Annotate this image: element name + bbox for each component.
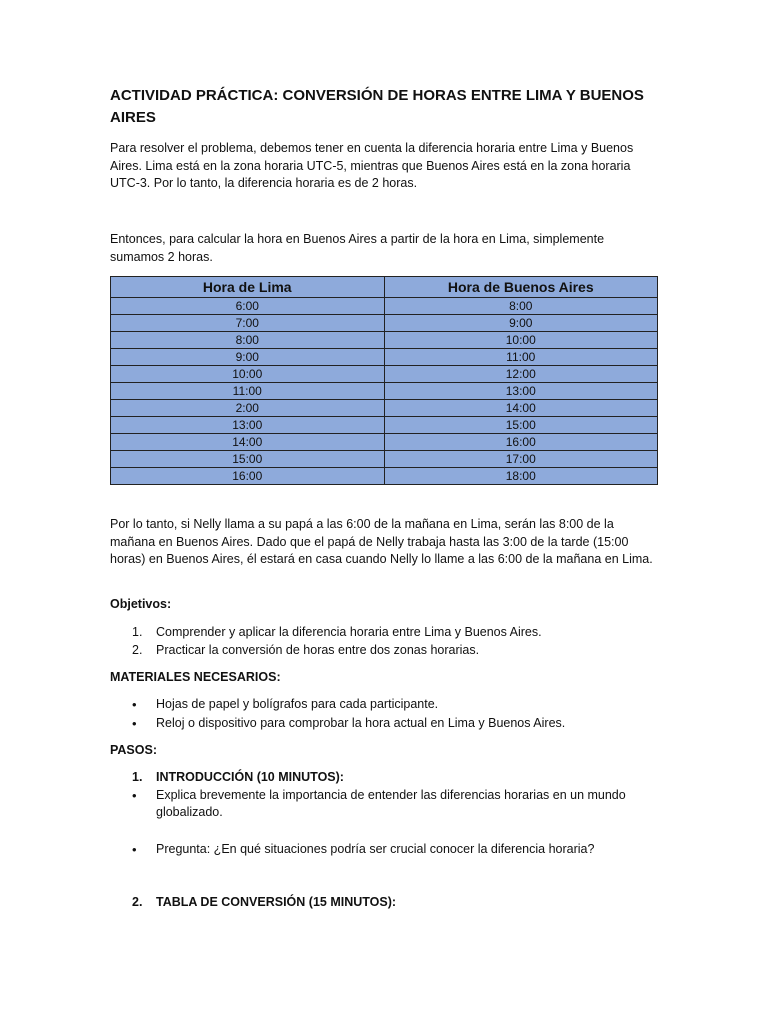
table-row: [111, 383, 658, 400]
list-item-text: Practicar la conversión de horas entre dos zonas horarias.: [156, 642, 480, 657]
list-item: [110, 696, 658, 714]
ba-time-cell: 11:00: [384, 349, 658, 366]
conclusion-paragraph: Por lo tanto, si Nelly llama a su papá a las 6:00 de la mañana en Lima, serán las 8:00 de la mañana en Buenos Aires. Dado que el papá de Nelly trabaja hasta las 3:00 de la tarde (15:00 horas) en Buenos Aires, él estará en casa cuando Nelly lo llame a las 6:00 de la mañana en Lima.: [110, 517, 653, 566]
ba-time-cell: 13:00: [384, 383, 658, 400]
list-item-text: Hojas de papel y bolígrafos para cada participante.: [156, 697, 439, 711]
table-row: [111, 366, 658, 383]
ba-time-cell: 17:00: [384, 451, 658, 468]
calc-paragraph: Entonces, para calcular la hora en Buenos Aires a partir de la hora en Lima, simplemente sumamos 2 horas.: [110, 232, 605, 264]
materiales-heading: MATERIALES NECESARIOS:: [110, 670, 281, 684]
ba-time-cell: 8:00: [384, 298, 658, 315]
bullet-icon: •: [132, 787, 137, 803]
materiales-list: [110, 696, 658, 732]
step-number: 2.: [132, 895, 143, 909]
step-title: INTRODUCCIÓN (10 MINUTOS):: [156, 770, 344, 784]
lima-time-cell: 7:00: [111, 315, 385, 332]
table-header-row: [111, 277, 658, 298]
table-row: [111, 349, 658, 366]
ba-time-cell: 14:00: [384, 400, 658, 417]
header-buenos-aires: Hora de Buenos Aires: [384, 277, 658, 298]
table-row: [111, 400, 658, 417]
pasos-list: [110, 769, 658, 822]
intro-paragraph: Para resolver el problema, debemos tener en cuenta la diferencia horaria entre Lima y Buenos Aires. Lima está en la zona horaria UTC-5, mientras que Buenos Aires está en la zona horaria UTC-3. Por lo tanto, la diferencia horaria es de 2 horas.: [110, 141, 634, 190]
step-item: [110, 894, 658, 912]
ba-time-cell: 15:00: [384, 417, 658, 434]
step-title: TABLA DE CONVERSIÓN (15 MINUTOS):: [156, 895, 397, 909]
list-item: [110, 642, 658, 660]
list-item: [110, 841, 658, 859]
table-row: [111, 417, 658, 434]
bullet-icon: •: [132, 715, 137, 731]
ba-time-cell: 10:00: [384, 332, 658, 349]
lima-time-cell: 8:00: [111, 332, 385, 349]
pasos-step2-list: [110, 894, 658, 912]
list-item-text: Comprender y aplicar la diferencia horaria entre Lima y Buenos Aires.: [156, 625, 542, 639]
table-row: [111, 434, 658, 451]
conversion-table: [110, 276, 658, 485]
lima-time-cell: 9:00: [111, 349, 385, 366]
lima-time-cell: 11:00: [111, 383, 385, 400]
bullet-icon: •: [132, 697, 137, 712]
lima-time-cell: 6:00: [111, 298, 385, 315]
ba-time-cell: 12:00: [384, 366, 658, 383]
step-item: [110, 769, 658, 787]
list-number: 1.: [132, 625, 143, 639]
lima-time-cell: 10:00: [111, 366, 385, 383]
list-item: [110, 624, 658, 642]
lima-time-cell: 16:00: [111, 468, 385, 485]
lima-time-cell: 2:00: [111, 400, 385, 417]
table-row: [111, 332, 658, 349]
objetivos-list: [110, 624, 658, 659]
header-lima: Hora de Lima: [111, 277, 385, 298]
list-item-text: Pregunta: ¿En qué situaciones podría ser crucial conocer la diferencia horaria?: [156, 842, 595, 856]
list-item-text: Reloj o dispositivo para comprobar la hora actual en Lima y Buenos Aires.: [156, 715, 566, 730]
table-row: [111, 468, 658, 485]
lima-time-cell: 14:00: [111, 434, 385, 451]
list-item: [110, 715, 658, 733]
step-number: 1.: [132, 770, 143, 784]
bullet-icon: •: [132, 842, 137, 857]
list-number: 2.: [132, 642, 143, 657]
pasos-question-list: [110, 841, 658, 859]
ba-time-cell: 16:00: [384, 434, 658, 451]
table-row: [111, 298, 658, 315]
document-title: ACTIVIDAD PRÁCTICA: CONVERSIÓN DE HORAS ENTRE LIMA Y BUENOS AIRES: [110, 87, 644, 126]
ba-time-cell: 18:00: [384, 468, 658, 485]
pasos-heading: PASOS:: [110, 743, 157, 757]
list-item: [110, 787, 658, 822]
table-row: [111, 451, 658, 468]
list-item-text: Explica brevemente la importancia de entender las diferencias horarias en un mundo globalizado.: [156, 787, 626, 819]
ba-time-cell: 9:00: [384, 315, 658, 332]
table-row: [111, 315, 658, 332]
objetivos-heading: Objetivos:: [110, 597, 172, 611]
lima-time-cell: 15:00: [111, 451, 385, 468]
lima-time-cell: 13:00: [111, 417, 385, 434]
